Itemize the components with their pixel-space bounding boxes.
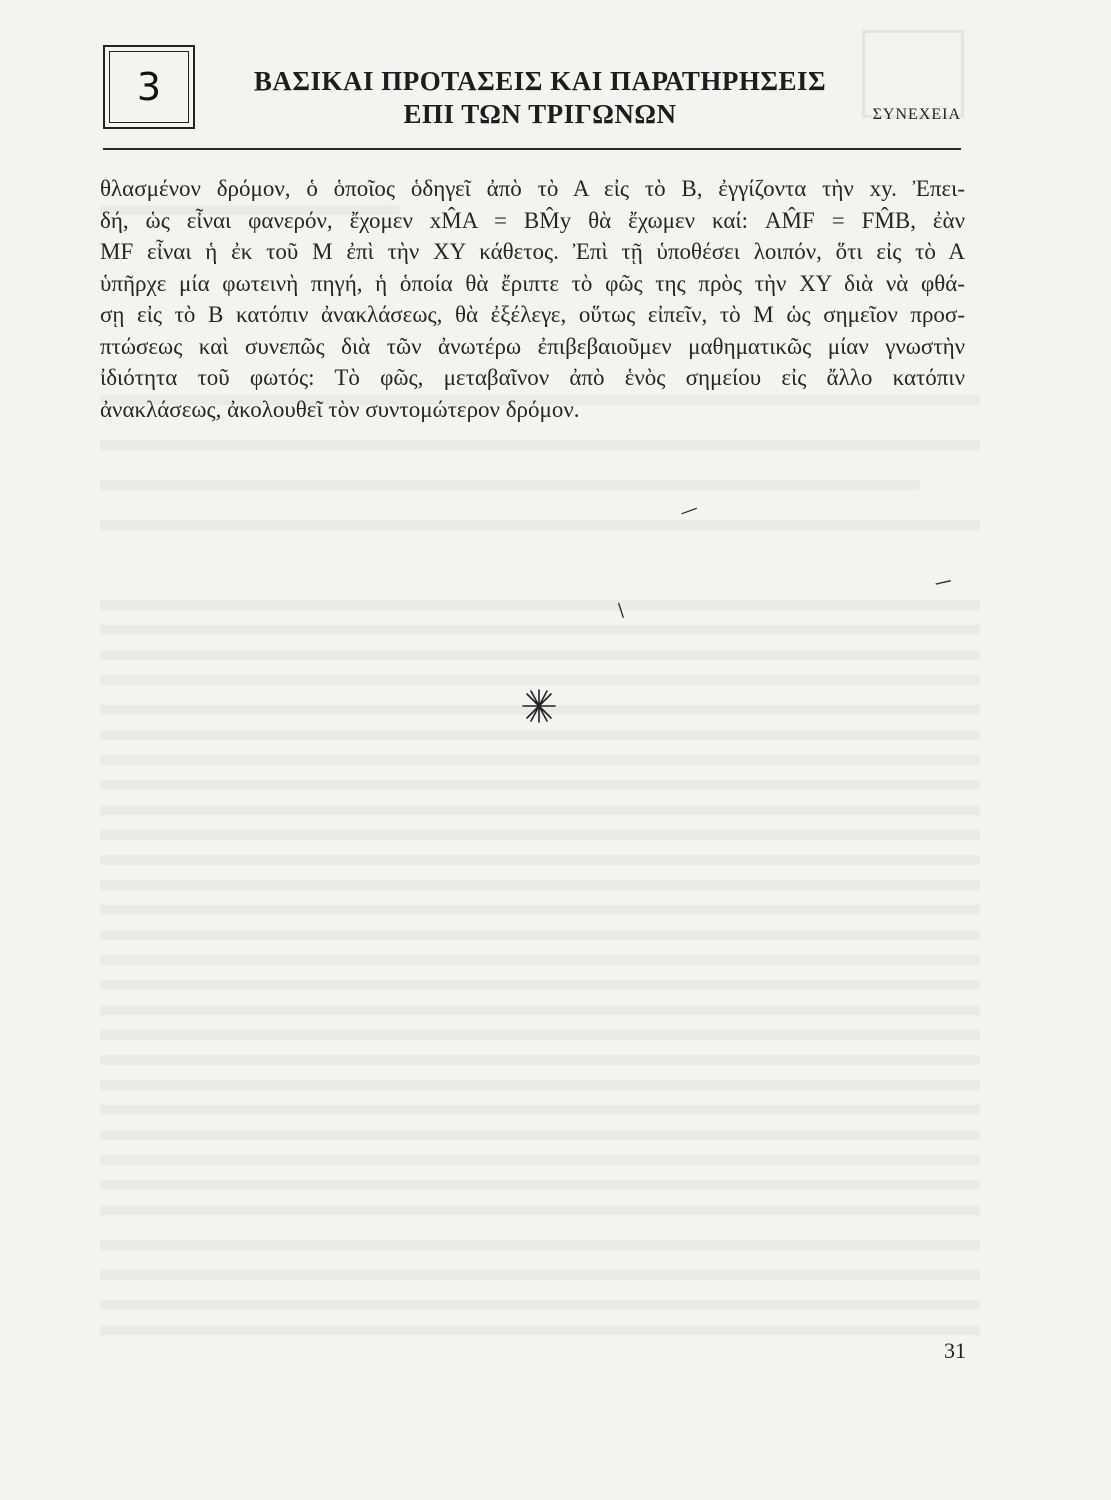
body-line: ἰδιότητα τοῦ φωτός: Τὸ φῶς, μεταβαῖνον ἀπὸ ἑνὸς σημείου εἰς ἄλλο κατόπιν [100, 365, 965, 390]
bleed-through-line [100, 675, 980, 685]
body-line: πτώσεως καὶ συνεπῶς διὰ τῶν ἀνωτέρω ἐπιβεβαιοῦμεν μαθηματικῶς μίαν γνωστὴν [100, 333, 965, 359]
bleed-through-line [100, 1325, 980, 1335]
bleed-through-line [100, 600, 980, 610]
bleed-through-line [100, 520, 980, 530]
bleed-through-line [100, 880, 980, 890]
bleed-through-line [100, 1080, 980, 1090]
bleed-through-box [862, 30, 964, 118]
bleed-through-line [100, 905, 980, 915]
continued-label: ΣΥΝΕΧΕΙΑ [872, 106, 961, 123]
bleed-through-line [100, 855, 980, 865]
body-line: MF εἶναι ἡ ἐκ τοῦ M ἐπὶ τὴν XY κάθετος. Ἐπὶ τῇ ὑποθέσει λοιπόν, ὅτι εἰς τὸ Α [100, 239, 965, 264]
bleed-through-line [100, 1205, 980, 1215]
chapter-number-box [103, 45, 195, 129]
body-line: ἀνακλάσεως, ἀκολουθεῖ τὸν συντομώτερον δρόμον. [100, 396, 580, 422]
asterism-ornament-icon [521, 688, 557, 724]
bleed-through-line [100, 980, 980, 990]
bleed-through-line [100, 830, 980, 840]
page-number: 31 [944, 1338, 966, 1363]
bleed-through-line [100, 1240, 980, 1250]
bleed-through-line [100, 480, 920, 490]
body-line: ὑπῆρχε μία φωτεινὴ πηγή, ἡ ὁποία θὰ ἔριπτε τὸ φῶς της πρὸς τὴν XY διὰ νὰ φθά- [100, 270, 965, 296]
bleed-through-line [100, 1105, 980, 1115]
body-paragraph [100, 173, 965, 425]
bleed-through-line [100, 1030, 980, 1040]
bleed-through-line [100, 1180, 980, 1190]
bleed-through-line [100, 755, 980, 765]
header-rule [103, 148, 961, 150]
bleed-through-line [100, 625, 980, 635]
body-line: δή, ὡς εἶναι φανερόν, ἔχομεν xM̂A = BM̂y θὰ ἔχωμεν καί: AM̂F = FM̂B, ἐὰν [100, 207, 965, 233]
bleed-through-line [100, 955, 980, 965]
speck-mark: / [612, 600, 630, 621]
bleed-through-line [100, 1130, 980, 1140]
bleed-through-line [100, 1300, 980, 1310]
chapter-title-line-2: ΕΠΙ ΤΩΝ ΤΡΙΓΩΝΩΝ [403, 99, 677, 129]
chapter-title-line-1: ΒΑΣΙΚΑΙ ΠΡΟΤΑΣΕΙΣ ΚΑΙ ΠΑΡΑΤΗΡΗΣΕΙΣ [253, 66, 827, 96]
body-line: σῃ εἰς τὸ Β κατόπιν ἀνακλάσεως, θὰ ἐξέλεγε, οὕτως εἰπεῖν, τὸ M ὡς σημεῖον προσ- [100, 302, 965, 327]
bleed-through-line [100, 1055, 980, 1065]
speck-mark: / [932, 574, 954, 591]
bleed-through-line [100, 805, 980, 815]
bleed-through-line [100, 730, 980, 740]
bleed-through-line [100, 440, 980, 450]
bleed-through-line [100, 1155, 980, 1165]
bleed-through-line [100, 650, 980, 660]
bleed-through-line [100, 1005, 980, 1015]
body-line: θλασμένον δρόμον, ὁ ὁποῖος ὁδηγεῖ ἀπὸ τὸ Α εἰς τὸ Β, ἐγγίζοντα τὴν xy. Ἐπει- [100, 176, 965, 201]
bleed-through-line [100, 930, 980, 940]
bleed-through-line [100, 1270, 980, 1280]
chapter-number: 3 [136, 65, 162, 109]
speck-mark: — [676, 497, 702, 524]
bleed-through-line [100, 780, 980, 790]
